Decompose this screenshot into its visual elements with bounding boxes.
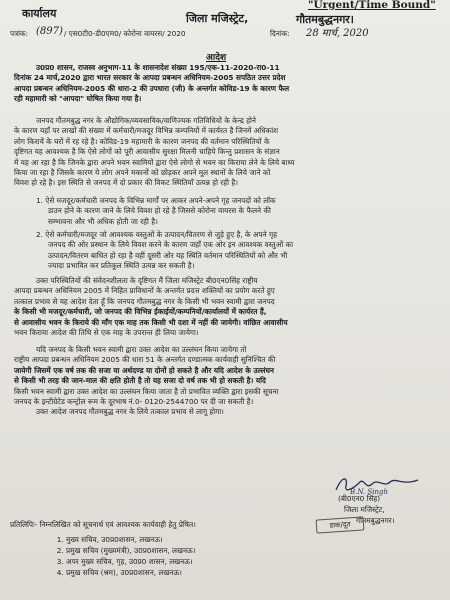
urgent-notice: "Urgent/Time Bound" [308, 0, 436, 11]
para-line: यदि जनपद के किसी भवन स्वामी द्वारा उक्त आदेश का उल्लंघन किया जायेगा तो [36, 345, 247, 354]
para-line: किसी भवन स्वामी द्वारा उक्त आदेश का उल्लंघन किया जाता है तो प्रभावित व्यक्ति द्वारा इसकी सूचना [14, 386, 279, 396]
page-title: आदेश [206, 53, 227, 63]
intro-line: आपदा प्रबन्धन अधिनियम-2005 की धारा-2 की उपधारा (जी) के अन्तर्गत कोविड-19 के कारण फैल [14, 83, 290, 93]
para-line: दृष्टिगत यह आवश्यक है कि ऐसे लोगों को पूरी आवासीय सुरक्षा मिलनी चाहिये किन्तु प्रशासन के संज्ञान [14, 147, 280, 157]
para-line: आपदा प्रबन्धन अधिनियम 2005 में निहित प्राविधानों के अन्तर्गत प्रदत्त शक्तियों का प्रयोग करते हुए [14, 286, 275, 296]
list-item: 3. अपर मुख्य सचिव, गृह, उ0प्र0 शासन, लखनऊ। [66, 556, 366, 567]
list-item: 4. प्रमुख सचिव (श्रम), उ0प्र0शासन, लखनऊ। [66, 567, 366, 578]
office-name: जिला मजिस्ट्रेट, [186, 12, 249, 25]
signatory-title: जिला मजिस्ट्रेट, [344, 505, 385, 514]
context-paragraph [14, 116, 438, 189]
para-line: में यह आ रहा है कि जिनके द्वारा अपने भवन स्वामियों द्वारा ऐसे लोगो से भवन का किराया लेने के लिये बाध्य [14, 157, 295, 167]
intro-line: उ0प्र0 शासन, राजस्व अनुभाग-11 के शासनादेश संख्या 195/एक-11-2020-रा0-11 [36, 63, 280, 72]
office-district: गौतमबुद्धनगर। [296, 13, 354, 26]
office-label: कार्यालय [22, 7, 57, 20]
point-1 [36, 196, 438, 227]
list-item: 2. प्रमुख सचिव (मुख्यमंत्री), उ0प्र0शासन, लखनऊ। [66, 545, 366, 556]
ref-number: (897) [36, 26, 63, 37]
copy-label: प्रतिलिपिः- निम्नलिखित को सूचनार्थ एवं आवश्यक कार्यवाही हेतु प्रेषित। [10, 520, 196, 529]
list-item: 1. मुख्य सचिव, उ0प्र0शासन, लखनऊ। [66, 534, 366, 545]
para-line: जनपद गौतमबुद्ध नगर के औद्योगिक/व्यवसायिक/वाणिज्यक गतिविधियों के केन्द्र होने [36, 116, 256, 125]
para-line: से आवासीय भवन के किराये की माँग एक माह तक किसी भी दशा में नहीं की जायेगी। वांछित आवासीय [14, 317, 288, 327]
para-line: जायेगी जिसमें एक वर्ष तक की सजा या अर्थदण्ड या दोनों हो सकते है और यदि आदेश के उल्लंघन [14, 365, 274, 375]
intro-line: रही महामारी को "आपदा" घोषित किया गया है। [14, 94, 142, 104]
point-line: उत्पादन/वितरण बाधित हो रहा है वहीं दूसरी ओर यह स्थिति वर्तमान परिस्थितियों को और भी [48, 250, 288, 260]
dispatch-stamp: डाक/दूत [316, 516, 365, 533]
signature-handwritten: B.N. Singh [350, 488, 389, 496]
ref-rest: / एस0टी0-डी0एम0/ कोरोना वायरस/ 2020 [64, 29, 186, 38]
intro-line: दिनांक 24 मार्च,2020 द्वारा भारत सरकार के आपदा प्रबन्धन अधिनियम-2005 सपठित उत्तर प्रदेश [14, 73, 286, 83]
para-line: भवन किराया आदेश की तिथि से एक माह के उपरान्त ही लिया जायेगा। [14, 328, 199, 338]
para-line: के किसी भी मजदूर/कर्मचारी, जो जनपद की विभिन्न ईकाईयों/कम्पनियों/कार्यालयों में कार्यरत हैं, [14, 307, 267, 317]
distribution-list [52, 534, 366, 578]
para-line: किया जा रहा है जिसके कारण ये लोग अपने मकानों को छोड़कर अपने मूल स्थानों के लिये जाने को [14, 168, 271, 178]
para-line: जनपद के इन्टीग्रेटेड कन्ट्रोल रूम के दूरभाष नं.0- 0120-2544700 पर दी जा सकती है। [14, 397, 254, 407]
para-line: उक्त परिस्थितियों की संवेदनशीलता के दृष्टिगत मैं जिला मजिस्ट्रेट बी0एन0सिंह राष्ट्रीय [36, 276, 258, 285]
signatory-district: गौतमबुद्धनगर। [356, 516, 395, 525]
para-line: के कारण यहाँ पर लाखों की संख्या में कर्मचारी/मजदूर विभिन्न कम्पनियों में कार्यरत है जिनमें अधिकांश [14, 126, 279, 136]
point-line: डाउन होने के कारण जाने के लिये विवश हो रहे है जिससे कोरोना वायरस के फैलने की [48, 206, 271, 216]
point-2 [36, 230, 438, 272]
penalty-paragraph [14, 345, 438, 418]
date-label: दिनांक: [270, 29, 290, 38]
point-line: ज्यादा प्रभावित कर प्रतिकूल स्थिति उत्पन्न कर सकती है। [48, 261, 195, 271]
point-line: जनपद की ओर प्रस्थान के लिये विवश करने के कारण जहाँ एक ओर इन आवश्यक वस्तुओं का [48, 240, 293, 250]
signatory-name: (बी0एन0 सिंह) [338, 494, 381, 503]
para-line: लोग किरायें के घरों में रह रहे है। कोविड-19 महामारी के कारण जनपद की वर्तमान परिस्थितियों के [14, 136, 270, 146]
intro-paragraph [14, 63, 438, 105]
point-line: 1. ऐसे मजदूर/कर्मचारी जनपद के विभिन्न मार्गों पर आकर अपने-अपने गृह जनपदों को लॉक [36, 196, 276, 205]
para-line: विवश हो रहे है। इस स्थिति से जनपद में दो प्रकार की विकट स्थितियाँ उत्पन्न हो रही है। [14, 178, 238, 188]
signature-scribble [332, 474, 422, 496]
date-value: 28 मार्च, 2020 [306, 28, 369, 39]
ref-label: पत्रांक: [10, 29, 29, 38]
order-paragraph [14, 276, 438, 338]
para-line: तत्काल प्रभाव से यह आदेश देता हूँ कि जनपद गौतमबुद्ध नगर के किसी भी भवन स्वामी द्वारा जनपद [14, 296, 275, 306]
point-line: सम्भावना और भी अधिक होती जा रही है। [48, 216, 158, 226]
point-line: 2. ऐसे कर्मचारी/मजदूर जो आवश्यक वस्तुओं के उत्पादन/वितरण से जुड़े हुए है, के अपने गृह [36, 230, 277, 239]
para-line: राष्ट्रीय आपदा प्रबन्धन अधिनियम 2005 की धारा 51 के अन्तर्गत दण्डात्मक कार्यवाही सुनिश्चित की [14, 355, 276, 365]
para-line: उक्त आदेश जनपद गौतमबुद्ध नगर के लिये तत्काल प्रभाव से लागू होगा। [36, 407, 224, 417]
para-line: से किसी भी तरह की जान-माल की क्षति होती है तो यह सजा दो वर्ष तक भी हो सकती है। यदि [14, 376, 266, 386]
